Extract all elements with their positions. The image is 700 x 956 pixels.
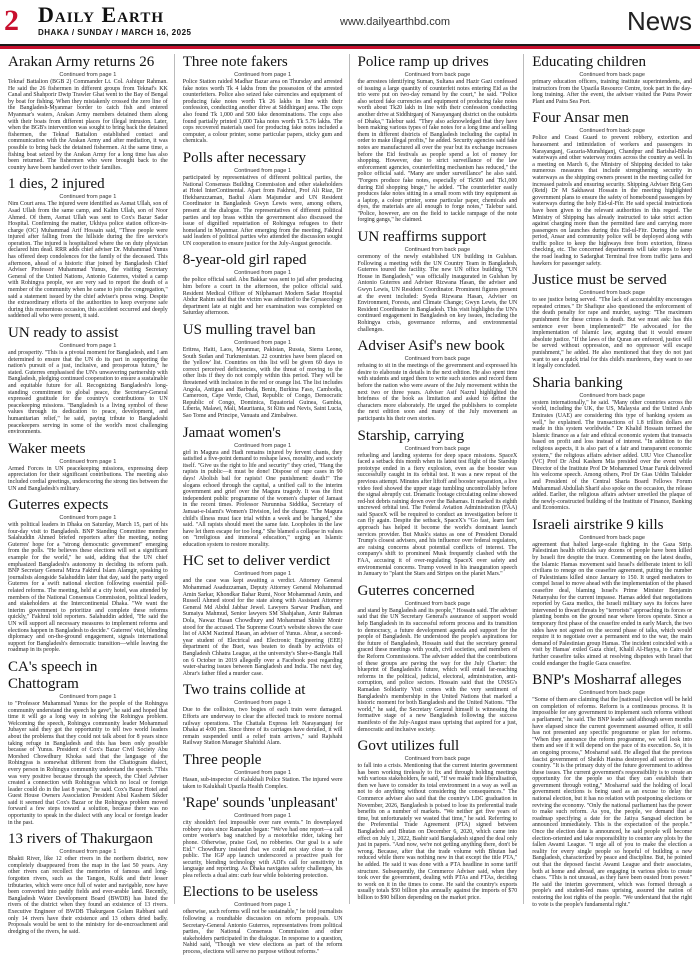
story-body: Eritrea, Haiti, Laos, Myanmar, Pakistan, Russia, Sierra Leone, South Sudan and Turkmenistan. 22 countries have been placed on the 'yellow' list. Countries on this list will be given 60 days to correct perceived deficiencies, with the threat of moving to the other lists if they do not comply within this period. They will be threatened with inclusion in the red or orange list. The list includes Angola, Antigua and Barbuda, Benin, Burkina Faso, Cambodia, Cameroon, Cape Verde, Chad, Republic of Congo, Democratic Republic of Congo, Dominica, Equatorial Guinea, Gambia, Liberia, Malawi, Mali, Mauritania, St Kitts and Nevis, Saint Lucia, Sao Tome and Principe, Vanuatu and Zimbabwe. (182, 347, 343, 419)
story-body: agreement that halted large-scale fighting in the Gaza Strip. Palestinian health officials say dozens of people have been killed by Israeli fire despite the truce. Commenting on the latest deaths, the Islamic Hamas movement said Israel's deliberate intent to kill civilians to renege on the ceasefire agreement, putting the number of Palestinians killed since January to 150. It urged mediators to compel Israel to move ahead with the implementation of the phased ceasefire deal, blaming Israel's Prime Minister Benjamin Netanyahu for the current impasse. Hamas added that negotiations reported by Gaza medics, the Israeli military says its forces have intervened to thwart threats by "terrorists" approaching its forces or planting bombs on the ground near where forces operate. Since a temporary first phase of the ceasefire ended in early March, the two sides have not agreed on the second phase of talks, which would require it to negotiate over a permanent end to the war, the main demand of Palestinian group Hamas. The incident coincided with a visit by Hamas' exiled Gaza chief, Khalil Al-Hayya, to Cairo for further ceasefire talks aimed at resolving disputes with Israel that could endanger the fragile Gaza ceasefire. (532, 541, 692, 667)
continued-from-note: Continued from page 1 (234, 902, 292, 909)
story-body: otherwise, such reforms will not be sustainable," he told journalists following a roundtable discussion on reform proposals. UN Secretary-General Antonio Guterres, representatives from political parties, the National Consensus Commission and other stakeholders participated in the dialogue. In response to a question, Nahid said, "Though we view elections as part of the reform process, elections will serve no purpose without reforms." (182, 909, 343, 956)
continued-from-note: Continued from page 1 (234, 813, 292, 820)
story-body: to fall into a crisis. Mentioning that the current interim government has been working tirelessly to fix and through holding meetings with various stakeholders, he said, "If we make trade liberalisation, then we have to consider its total environment in a way as well as not to do anything without considering the consequences." The Commerce adviser also said that the country's LDC graduation in November, 2026, Bangladesh is poised to lose its preferential trade benefits on a number of markets. "We neither get five years of time, but unfortunately we wasted that time," he said. Referring to the Preferential Trade Agreement (PTA) signed between Bangladesh and Bhutan on December 6, 2020, which came into effect on July 1, 2022, Bashir said Bangladesh signed the deal only just in papers. "And now, we're not getting anything there, don't be wrong. Because, after that the trade volume with Bhutan had reduced while there was nothing new in that except the title PTA," he added. He said it was done with a PTA headline in some tariff structure. Subsequently, the Commerce Adviser said, when they took over the government, dealing with PTAs and FTAs, deciding to work on it in the times to come. He said the country's exports usually totals $50 billion plus annually against the imports of $70 billion to $90 billion depending on the market price. (357, 763, 518, 901)
story-body: girl in Magura and Hadi remains injured by fervent chants, they satisfied a five-point demand to reshape laws, morality, and society itself. "Give us the right to life and security" they cried, "Hang the rapists in public—it must be done! Dispose of rape cases in 90 days! Abolish bail for rapists! One punishment: death!" The slogans echoed through the capital, a unified call to the interim government and grief over the Magura tragedy. It was the first independent public programme of the women's chapter of Jamaat in the recent times. Professor Nurunnisa Siddika, Secretary of Jamaat-e-Islami's Women's Division, led the charge. "The Magura child's illness must face trial within a week and be hanged," she said. "All rapists should meet the same fate. Loopholes in the law have let them escape for too long." She blamed a collapse in values on "irreligious and immoral education," urging an Islamic education system to restore morality. (182, 449, 343, 548)
story-body: Police Station raided Madhar Bazar area on Thursday and arrested fake notes worth Tk 4 lakhs from the possession of the arrested counterfeiters. Police also seized fake currencies and equipment of producing fake notes worth Tk 26 lakhs in line with their confession, conducting another drive at Siddhirganj area. The cops also found Tk 1,000 and 500 fake denominations. The cops also found partially printed 1,000 Taka notes worth Tk 5.76 lakhs. The cops recovered materials used for producing fake notes included a computer, a colour printer, some particular papers, sticky gum and chemicals. (182, 79, 343, 145)
continued-from-note: Continued from page 1 (59, 72, 117, 78)
story-body: and prosperity. "This is a pivotal moment for Bangladesh, and I am determined to ensure that the UN do its part in supporting the nation's pursuit of a just, inclusive, and prosperous future," he stated. Guterres emphasised the UN's unwavering partnership with Bangladesh, pledging continued cooperation to ensure a sustainable and equitable future for all. Recognizing Bangladesh's long-standing commitment to global peace, the Secretary-General expressed gratitude for the country's contributions to UN peacekeeping missions. "Bangladesh is a living symbol of these values through its dedication to peace, development, and humanitarian relief," he said, paying tribute to Bangladeshi peacekeepers serving in some of the world's most challenging environments. (8, 350, 168, 436)
story-body: with political leaders in Dhaka on Saturday, March 15, part of his four-day visit to Bangladesh. BNP Standing Committee member Salahuddin Ahmed briefed reporters after the meeting, noting Guterres' hope for a "strong democratic government" emerging from the polls. "He believes these elections will set a significant example for the world," he said, adding that the UN chief emphasized Bangladesh's autonomy in deciding its reform path. BNP Secretary General Mirza Fakhrul Islam Alamgir, speaking to journalists alongside Salahuddin later that day, said the party urged Guterres for a swift national election following essential poll-related reforms. The meeting, held at a city hotel, was attended by members of the National Consensus Commission, political leaders, and stakeholders at the Intercontinental Dhaka. "We want the interim government to prioritize and complete these reforms quickly," Fakhrul told reporters. Salahuddin added, "He said the UN will support all necessary measures to implement reforms and elections happen in Bangladesh to decide." Guterres' visit, blending diplomacy and on-the-ground engagement, signals international support for Bangladesh's democratic transition—while leaving the roadmap in its people. (8, 522, 168, 654)
continued-from-note: Continued from page 1 (59, 849, 117, 856)
story-headline[interactable]: Israeli airstrike 9 kills (532, 516, 664, 533)
story-headline[interactable]: Waker meets (8, 440, 86, 457)
story-headline[interactable]: Three people (182, 751, 262, 768)
story-headline[interactable]: 13 rivers of Thakurgaon (8, 831, 153, 848)
continued-from-note: Continued from page 1 (59, 693, 117, 700)
news-story (532, 110, 692, 267)
story-body: "Some of them are claiming that the [national] election will be held on completion of reforms. Reform is a continuous process. It is impossible for any government to implement such reforms without a parliament," he said. The BNP leader said although seven months have elapsed since the current government assumed office, it still has not presented any specific programme or plan for reforms. "When they announce the reform programme, we will look into them and see if it will depend on the pace of its execution. So, it is an ongoing process," Mosharraf said. He alleged that the previous fascist government of Sheikh Hasina destroyed all sectors of the country. "It is the primary duty of the future government to address these issues. The current government's responsibility is to create an opportunity for the people so that they can establish their government through voting," Mosharraf said the holding of local government elections is being used as an excuse to delay the national election, but it has no relation with postponing elections or reviving the economy. "Only the national parliament has the power to make such reform. As you, the people, we demand that a roadmap specifying a date for the Jatiya Sangsad election be announced immediately. This is the expectation of the people." Once the election date is announced, he said people will become election-oriented and take responsibility to counter any plots by the fallen Awami League. "I urge all of you to make the election a reality for every single people so hopeful of building a new Bangladesh, characterized by peace and discipline. But, he pointed out that the deposed fascist Awami League and their associates, both at home and abroad, are engaging in various plots to create chaos. "This is not unusual, as they have been ousted from power." He said the interim government, which was formed through a people's and student-led mass uprising, assured the nation of restoring the lost rights of the people. "We understand that the right to vote is the people's fundamental right." (532, 697, 692, 908)
news-story (532, 517, 692, 667)
story-headline[interactable]: UN ready to assist (8, 325, 119, 341)
story-headline[interactable]: 'Rape' sounds 'unpleasant' (182, 795, 338, 812)
story-headline[interactable]: CA's speech in Chattogram (8, 658, 98, 692)
news-story (183, 252, 343, 317)
news-story (8, 659, 168, 826)
news-story (183, 150, 343, 248)
continued-from-note: Continued from back page (579, 290, 645, 297)
news-story (358, 338, 518, 422)
continued-from-note: Continued from page 1 (59, 194, 117, 201)
story-headline[interactable]: Sharia banking (532, 374, 623, 391)
date-line: DHAKA / SUNDAY / MARCH 16, 2025 (38, 28, 192, 37)
story-body: Armed Forces in UN peacekeeping missions, expressing deep appreciation for their significant contributions. The meeting also included cordial greetings, underscoring the strong ties between the UN and Bangladesh's military. (8, 465, 168, 492)
news-story (358, 54, 518, 224)
story-headline[interactable]: BNP's Mosharraf alleges (532, 672, 682, 689)
news-story (532, 272, 692, 370)
story-body: Bhakti River, like 12 other rivers in the northern district, now completely disappeared from the map in the last 50 years. Any other rivers can recollect the memories of famous and long-forgotten rivers, such as the Tangon, Kulik and their lesser tributaries, which were once full of water and navigable, now have been converted into paddy fields and ever-arable land. Recently, Bangladesh Water Development Board (BWDB) has listed the rivers of the district when they found an existence of 13 rivers. Executive Engineer of BWDB Thakurgaon Golam Rabbani said only 14 rivers have their existence and 13 others dried badly. Proposals would be sent to the ministry for de-encroachment and dredging of the rivers, he said. (8, 856, 168, 935)
news-story (8, 441, 168, 492)
news-column (8, 54, 175, 935)
continued-from-note: Continued from page 1 (234, 340, 292, 347)
story-headline[interactable]: Two trains collide at (182, 682, 306, 699)
news-story (8, 497, 168, 654)
news-story (8, 325, 168, 436)
story-body: and stand by Bangladesh and its people," Hossain said. The adviser said that the UN Secretary General's assurance of support would help Bangladesh in its successful reform process and its transition to democracy, a future development agenda and support for the people of Bangladesh. He understood the people's aspirations for the future of Bangladesh, Hossain said that the secretary general graced these meetings with youth, civil societies, and members of the Reform Commissions. The adviser added that the contributions of these groups are paving the way for the July Charter: the blueprint of Bangladesh's future, which will entail far-reaching reforms in the political, judicial, electoral, administration, anti-corruption, and police sectors. Hossain said that the UNSG's Ramadan Solidarity Visit comes with the very sentiment of Bangladesh's membership in the United Nations that marked a historic moment for both Bangladesh and the United Nations. "The world," he said, the Secretary General himself is witnessing the formative stage of a new Bangladesh following the success manifesto of the July-August mass uprising that aspired for a just, democratic and inclusive society. (357, 607, 518, 733)
continued-from-note: Continued from back page (404, 445, 471, 452)
continued-from-note: Continued from back page (404, 356, 471, 363)
news-story (183, 54, 343, 145)
continued-from-note: Continued from back page (404, 247, 471, 254)
news-story (8, 176, 168, 320)
news-story (358, 738, 518, 901)
news-story (183, 795, 343, 879)
story-body: Nim Court area. The injured were identified as Asmat Ullah, son of Asad Ullah from the same camp, and Kalim Ullah, son of Noor Ahmed. Of them, Asmat Ullah was sent to Cox's Bazar Sadar Hospital. Confirming the matter, Ukhiya police station officer-in-charge (OC) Muhammad Arif Hossain said, "Three people were injured after falling from the hillside during the fire service's operation. The injured is hospitalized where the on duty physician declared him dead. RRR adds chief adviser Dr. Muhammad Yunus has offered deep condolences for the family of the deceased. This afternoon, ahead of a historic iftar joined by Bangladesh Chief Adviser Professor Muhammad Yunus, the visiting Secretary General of the United Nations, Antonio Guterres, visited a camp with Rohingya people, we are very sad to report the death of a member of the community when he came to join the congregation," said a statement issued by the chief adviser's press wing. Despite the extraordinary efforts of the authorities to keep everyone safe during this momentous occasion, this accident occurred and deeply saddened all who were present, it said. (8, 201, 168, 320)
story-headline[interactable]: Three note fakers (182, 54, 288, 70)
story-headline[interactable]: Adviser Asif's new book (357, 338, 505, 355)
story-body: the police official said. Abu Bakkar was sent to jail after producing him before a court in the afternoon, the police official said. Resident Medical Officer of Nilphamari Modern Sadar Hospital Abdur Rahim said that the victim was admitted to the Gynaecology department late at night and her examination was completed on Saturday afternoon. (182, 277, 343, 317)
news-story (532, 375, 692, 512)
story-headline[interactable]: Guterres concerned (357, 582, 475, 599)
story-body: participated by representatives of different political parties, the National Consensus Building Commission and other stakeholders at Hotel InterContinental. Apart from Fakhrul, Prof Ali Riaz, Dr Iftekharuzzaman, Badiul Alam Majumdar and UN Resident Coordinator in Bangladesh Gwyn Lewis were, among others, present at the dialogue. The representatives of different political parties and top brass within the government also discussed the issue of dignified repatriation of Rohingya refugees to their homeland in Myanmar. After emerging from the meeting, Fakhrul said leaders of political parties who attended the discussion sought UN cooperation to ensure justice for the July-August genocide. (182, 174, 343, 247)
continued-from-note: Continued from back page (579, 690, 645, 697)
news-story (358, 428, 518, 578)
continued-from-note: Continued from page 1 (234, 167, 292, 174)
story-body: refueling and landing systems for deep space missions. SpaceX faced a setback this month when its latest test flight of the Starship prototype ended in a fiery explosion, even as the booster was successfully caught in its orbital test. It was a new repeat of the previous attempt. Minutes after liftoff and booster separation, a live video feed showed the upper stage tumbling uncontrollably before the signal abruptly cut. Dramatic footage circulating online showed red-hot debris raining down over the Bahamas. It marked its eighth uncrewed orbital test. The Federal Aviation Administration (FAA) said SpaceX will be required to conduct an investigation before it can fly again. Despite the setback, SpaceX's "Go fast, learn fast" approach has helped it become the world's dominant launch services provider. But Musk's status as one of President Donald Trump's closest advisers, and his influence over federal regulators, are raising concerns about potential conflicts of interest. The company's shift to prominent Musk frequently clashed with the FAA, accusing it of over-regulating SpaceX over safety and environmental concerns. Trump vowed in his inauguration speech in January to "plant the Stars and Stripes on the planet Mars." (357, 452, 518, 578)
continued-from-note: Continued from page 1 (234, 72, 292, 78)
news-story (8, 54, 168, 171)
continued-from-note: Continued from page 1 (59, 458, 117, 465)
masthead (38, 4, 191, 37)
story-body: and the case was kept awaiting a verdict. Attorney General Mohammad Asaduzzaman, Deputy Attorney General Mohammad Amin Sarkar, Khondkar Bahar Rumi, Noor Mohammad Amin, and Russell Ahmed stood for the state along with Assistant Attorney General Md Abdul Jabbar Jewel. Lawyers Sarwar Pradhan, and Sumaiya Mahmud, Senior lawyers SM Shahjahan, Amir Rahman Dola, Nawaz Hasan Chowdhury and Mohammad Shishir Monir stood for the accused. The Supreme Court's website shows the case list of AKM Nazimul Hasan, an adviser of Yunus. Abrar, a second-year student of Electrical and Electronic Engineering (EEE) department of the Buet, was beaten to death by activists of Bangladesh Chhatra League, at the university's Sher-e-Bangla Hall on 6 October in 2019 allegedly over a Facebook post regarding water-sharing issues between Bangladesh and India. The next day, Abrar's father filed a murder case. (182, 578, 343, 677)
news-story (183, 884, 343, 955)
story-headline[interactable]: Govt utilizes full (357, 738, 460, 755)
continued-from-note: Continued from back page (579, 72, 645, 78)
news-story (183, 553, 343, 677)
story-body: Hasan, sub-inspector of Kalukhali Police Station. The injured were taken to Kalukhali Upazila Health Complex. (182, 776, 343, 790)
story-body: to see justice being served. "The lack of accountability encourages repeated crimes." Dr Shafiqur also questioned the enforcement of the death penalty for rape and murder, saying: "The maximum punishment for these crimes is death. But we must ask: has this sentence ever been implemented?" He advocated for the implementation of Islamic law, arguing that it would ensure absolute justice. "If the laws of the Quran are enforced, justice will be served without oppression, and no oppressor will escape punishment," he added. He also mentioned that they do not just want to see a quick trial for this child's murderers, they want to see it legally concluded. (532, 297, 692, 370)
story-headline[interactable]: Police ramp up drives (357, 54, 489, 70)
news-story (532, 54, 692, 105)
story-headline[interactable]: Guterres expects (8, 497, 109, 514)
continued-from-note: Continued from back page (579, 128, 645, 135)
story-headline[interactable]: Elections to be useless (182, 884, 319, 901)
news-story (8, 831, 168, 935)
story-headline[interactable]: Four Ansar men (532, 110, 629, 127)
story-headline[interactable]: Justice must be served (532, 272, 667, 289)
continued-from-note: Continued from page 1 (59, 343, 117, 349)
story-headline[interactable]: 8-year-old girl raped (182, 252, 307, 269)
story-headline[interactable]: 1 dies, 2 injured (8, 176, 105, 193)
story-body: Police and Coast Guard to prevent robbery, extortion and harassment and intimidation of workers and passengers in Narayanganj, Gazaria-Munshiganj, Chandpur and Barishal-Bhola waterways and other waterway routes across the country as well. In a meeting on March 6, the Ministry of Shipping decided to take numerous measures that include strengthening security in waterways as the shipping owners present in the meeting called for increased patrols and ensuring security. Shipping Adviser Brig Gen (Retd) Dr M Sakhawat Hossain in the meeting highlighted government plans to ensure the safety of homebound passengers by waterways during the holy Eid-ul-Fitr. He said special instructions have been given to the relevant authorities in this regard. The Ministry of Shipping has already instructed to take strict action against charging more than the permitted fare and carrying more passengers on launches during this Eid-ul-Fitr. During the same period, Ansar and community police will be deployed along with traffic police to keep the highways free from extortion, fitness checking, etc. The concerned departments will take steps to keep the road leading to Sadarghat Terminal free from traffic jams and hawkers for passenger safety. (532, 135, 692, 267)
columns-container (0, 46, 700, 956)
news-story (183, 322, 343, 420)
section-title: News (626, 6, 692, 36)
continued-from-note: Continued from page 1 (234, 571, 292, 578)
paper-name: Daily Earth (38, 2, 165, 27)
news-column (532, 54, 692, 908)
news-story (358, 229, 518, 333)
website-url[interactable]: www.dailyearthbd.com (340, 16, 451, 28)
news-story (358, 583, 518, 733)
masthead-bar (0, 0, 700, 46)
news-story (532, 672, 692, 908)
story-body: Teknaf Battalion (BGB 2) Commander Lt. Col. Ashiqur Rahman. He said the 26 fishermen in different groups from Teknaf's KK Canal and Shahporir Dwip Trawler Ghat went to the Bay of Bengal by boat for fishing. When they mistakenly crossed the zero line of the Bangladesh-Myanmar border to catch fish and entered Myanmar's waters, Arakan Army members detained them along with their boats from different places for illegal intrusion. Later, when the BGB's intervention was sought to bring back the detained fishermen, the Teknaf Battalion established contact and communication with the Arakan Army and after mediation, it was possible to bring back the detained fishermen. At the same time, a fishing boat seized by the Arakan Army for a long time has also been returned. The fishermen who were brought back to the country have been handed over to their families. (8, 79, 168, 171)
continued-from-note: Continued from page 1 (234, 270, 292, 277)
continued-from-note: Continued from back page (579, 534, 645, 541)
continued-from-note: Continued from page 1 (59, 515, 117, 522)
story-headline[interactable]: Jamaat women's (182, 424, 281, 441)
story-body: refusing to sit in the meetings of the government and expressed his desire to elaborate in details in the next edition. He also spent time with students and urged them to write such stories and record them before the nation who were aware of the July movement within the next two or three years. Adviser Asif Nazrul highlighted the briefness of the book as limitation and asked to define the characters more elaborately. He urged the publishers to complete the next edition soon and many of the July movement as participants his their own stories. (357, 363, 518, 422)
news-column (358, 54, 525, 904)
news-story (183, 752, 343, 790)
story-body: system internationally," he said. "Many other countries across the world, including the UK, the US, Malaysia and the United Arab Emirates (UAE) are considering this type of banking system as well," he explained. The transactions of 1.8 trillion dollars are made in this system worldwide." Dr Khalid Hossain termed the Islamic finance as a fair and ethical economic system that transacts based on profit and loss instead of interest. "In addition to the religious aspects, it is also part of a fair and transparent economic system," the religious affairs adviser added. UIU Vice Chancellor (VC) Prof Dr Abul Kashem Mia presided over the event while Director of the Institute Prof Dr Mohammed Umar Faruk delivered his welcome speech. Among others, Prof Dr Gias Uddin Talukder and President of the Central Sharia Board Fellows Forum Muhammad Abdullah Sharif also spoke on the occasion, the release added. Earlier, the religious affairs adviser unveiled the plaque of the newly-constructed building of the Institute of Finance, Banking and Economics. (532, 399, 692, 512)
header-divider (0, 46, 700, 49)
continued-from-note: Continued from back page (404, 756, 471, 763)
news-column (182, 54, 350, 956)
story-headline[interactable]: Educating children (532, 54, 646, 70)
story-headline[interactable]: Starship, carrying (357, 427, 465, 444)
story-headline[interactable]: Arakan Army returns 26 (8, 54, 155, 70)
continued-from-note: Continued from page 1 (234, 442, 292, 449)
continued-from-note: Continued from back page (404, 72, 471, 78)
story-body: to "Professor Muhammad Yunus for the people of the Rohingya community understand the speech he gave", he said and hoped that time it will go a long way in solving the Rohingya problem. Welcoming the speech, Rohingya community leader Mohammad Jubayer said they got the opportunity to tell two world leaders about the problems that they could not talk about for 8 years since taking refuge in Bangladesh and this has been only possible because of Yunus. President of Cox's Bazar Civil Society Abu Morshed Chowdhury Khoka said that the language of the Rohingyas is somewhat different from the Chattogram dialect, every person in Rohingya community understand the speech. "This was very positive because through the speech, the Chief Adviser created a connection with Rohingyas which no local or foreign leader could do in the last 8 years," he said. Cox's Bazar Hotel and Guest House Owners Association President Abul Kashem Sikder said it seemed that Cox's Bazar or the Rohingya problem moved forward a few steps toward a solution, because there was no opportunity to speak in the dialect with any local or foreign leader in the past. (8, 700, 168, 826)
continued-from-note: Continued from back page (579, 392, 645, 399)
page-number: 2 (4, 4, 19, 37)
story-headline[interactable]: HC set to deliver verdict (182, 553, 331, 570)
story-headline[interactable]: UN reaffirms support (357, 229, 487, 246)
story-headline[interactable]: Polls after necessary (182, 149, 307, 166)
news-story (183, 425, 343, 549)
story-body: ceremony of the newly established UN building in Gulshan. Following a meeting with the UN Country Team in Bangladesh, Guterres toured the facility. The new UN office building, "UN House in Bangladesh," was officially inaugurated in Gulshan by Antonio Guterres and Adviser Rizwana Hasan, the adviser and Gwyn Lewis, UN Resident Coordinator. Prominent figures present at the event included: Syeda Rizwana Hasan, Adviser on Environment, Forests, and Climate Change; Gwyn Lewis, the UN Resident Coordinator in Bangladesh. This visit highlights the UN's continued engagement in Bangladesh on key issues, including the Rohingya crisis, governance reforms, and environmental challenges. (357, 254, 518, 333)
story-headline[interactable]: US mulling travel ban (182, 322, 316, 339)
story-body: the arrestees identifying Suman, Sultana and Hazir Gazi confessed of issuing a large quantity of counterfeit notes entering Eid as the trio were put on two-day remand by the court," he said. "Police also seized fake currencies and equipment of producing fake notes worth about Tk20 lakh in line with their confession conducting another drive at Siddhirganj of Narayanganj district on the outskirts of Dhaka," Talebur said. "They also acknowledged that they have been making various types of fake notes for a long time and selling them in different districts of Bangladesh including the capital in order to make illegal profits," he added. Security agencies said fake notes are manufactured all over the year but its exchange increases before the Eid festivals as people spend a lot of money for shopping. However, due to strict surveillance of the law enforcement agencies, counterfeiting mechanism has reduced," the police official said. "Many are under surveillance" he also said. "Forgers produce fake notes, especially of Tk500 and Tk1,000 during Eid shopping binge," he added. "The counterfeiter easily produces fake notes sitting in a small room with tiny equipment as a laptop, a colour printer, some particular paper, chemicals and dyes, the materials are all enough to forge notes," Talebur said. "Police, however, are on the field to tackle rampage of the note forging gangs," he claimed. (357, 79, 518, 224)
news-story (183, 682, 343, 747)
story-body: primary education officers, training institute superintendents, and instructors from the Upazila Resource Centre, took part in the day-long training. After the event, the adviser visited the Patra Power Plant and Paira Sea Port. (532, 79, 692, 105)
continued-from-note: Continued from page 1 (234, 700, 292, 707)
story-body: city shouldn't feel impossible over rare events." In downplayed robbery rates since Ramadan began: "We've had one report—a call centre worker's bag snatched by a motorbike rider, taking her phone. Otherwise, praise God, no robberies. Our goal is a safe Eid." Chowdhury insisted that we could not stay close to the public. The IGP app launch underscored a proactive push for security, blending technology with ADI's call for sensitivity in language and reporting. As Dhaka navigates safety challenges, his plea reflects a dual aim: curb fear while bolstering protection. (182, 820, 343, 879)
continued-from-note: Continued from page 1 (234, 769, 292, 776)
story-body: Due to the collision, two bogies of each train were damaged. Efforts are underway to clear the affected track to restore normal railway operations. The Chattala Express left Narayanganj for Dhaka at 4:00 pm. Since three of its carriages have derailed, it will remain suspended until a relief train arrives," said Rajshahi Railway Station Manager Shahidul Alam. (182, 707, 343, 747)
continued-from-note: Continued from back page (404, 600, 471, 607)
